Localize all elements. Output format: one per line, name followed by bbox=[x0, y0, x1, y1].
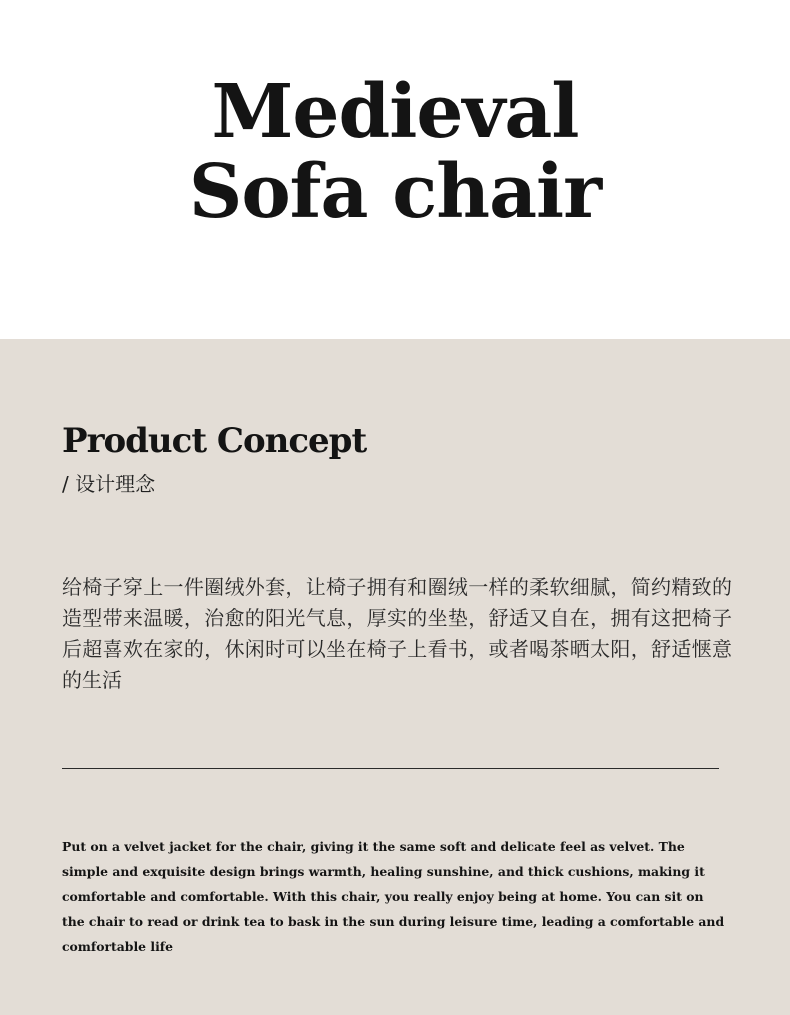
description-english: Put on a velvet jacket for the chair, giving it the same soft and delicate feel as velvet. The simple and exquisite design brings warmth, healing sunshine, and thick cushions, making it comfortable and comfortable. With this chair, you really enjoy being at home. You can sit on the chair to read or drink tea to bask in the sun during leisure time, leading a comfortable and comfortable life bbox=[62, 839, 725, 954]
description-chinese: 给椅子穿上一件圈绒外套，让椅子拥有和圈绒一样的柔软细腻，简约精致的造型带来温暖，治愈的阳光气息，厚实的坐垫，舒适又自在，拥有这把椅子后超喜欢在家的，休闲时可以坐在椅子上看书，或者喝茶晒太阳，舒适惬意的生活 bbox=[62, 575, 732, 692]
hero-title bbox=[0, 69, 790, 235]
product-concept-section bbox=[0, 339, 790, 1015]
hero-title-line-2: Sofa chair bbox=[188, 149, 602, 235]
section-subheading: / 设计理念 bbox=[62, 472, 156, 496]
hero-section bbox=[0, 0, 790, 339]
hero-title-line-1: Medieval bbox=[211, 69, 579, 155]
section-heading: Product Concept bbox=[62, 421, 367, 461]
divider bbox=[62, 768, 719, 769]
